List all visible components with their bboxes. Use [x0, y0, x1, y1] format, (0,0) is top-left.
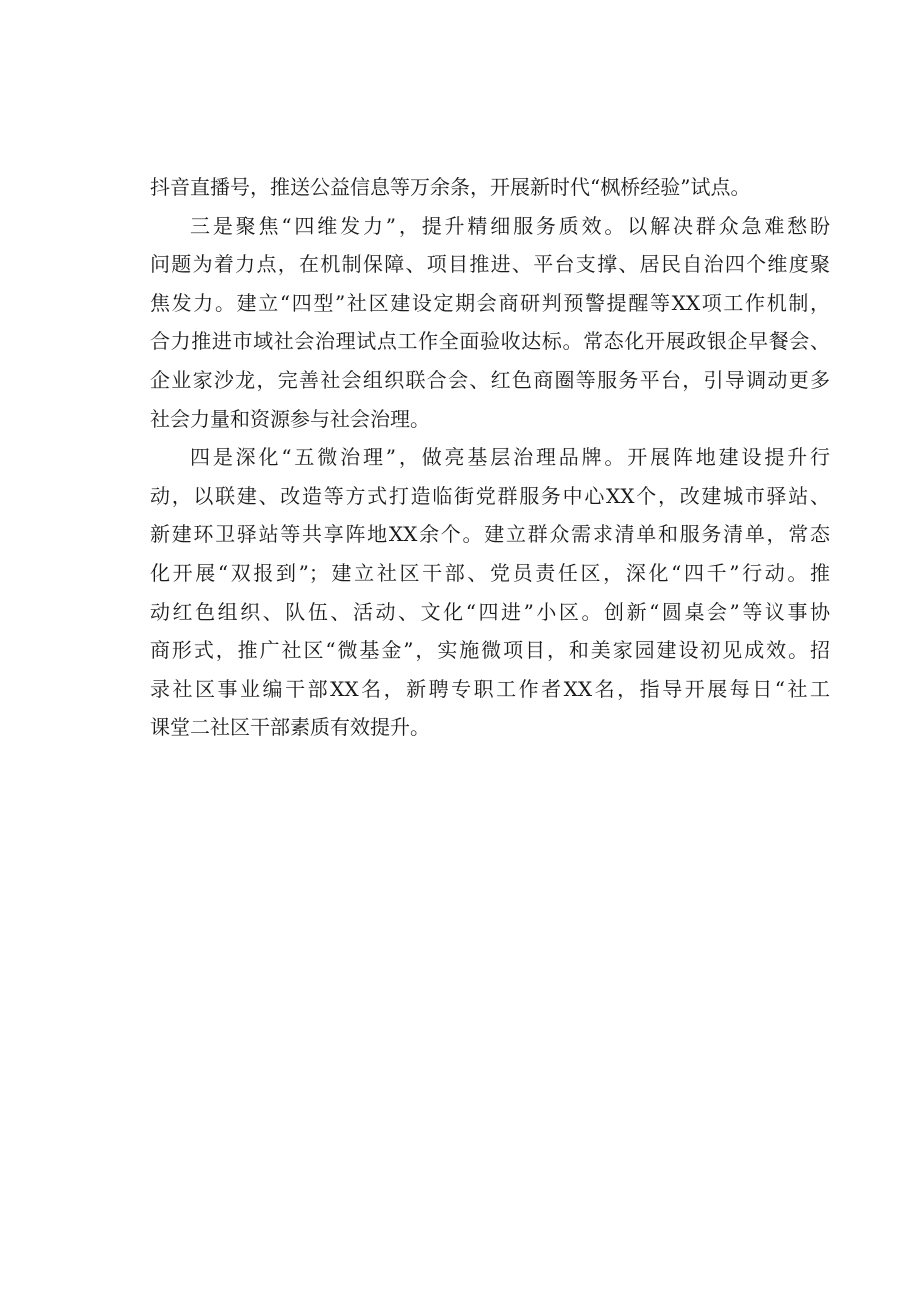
text-line: 焦发力。建立“四型”社区建设定期会商研判预警提醒等XX项工作机制， — [150, 290, 830, 315]
document-body — [150, 168, 830, 747]
text-line: 合力推进市域社会治理试点工作全面验收达标。常态化开展政银企早餐会、 — [150, 329, 830, 354]
paragraph-1 — [150, 168, 830, 207]
text-line: 新建环卫驿站等共享阵地XX余个。建立群众需求清单和服务清单，常态 — [150, 522, 830, 547]
paragraph-2 — [150, 207, 830, 439]
paragraph-3 — [150, 438, 830, 747]
text-line: 化开展“双报到”；建立社区干部、党员责任区，深化“四千”行动。推 — [150, 560, 830, 585]
text-line: 录社区事业编干部XX名，新聘专职工作者XX名，指导开展每日“社工 — [150, 676, 830, 701]
text-line: 社会力量和资源参与社会治理。 — [150, 406, 430, 431]
text-line: 三是聚焦“四维发力”，提升精细服务质效。以解决群众急难愁盼 — [190, 213, 830, 238]
text-line: 抖音直播号，推送公益信息等万余条，开展新时代“枫桥经验”试点。 — [150, 175, 751, 199]
text-line: 问题为着力点，在机制保障、项目推进、平台支撑、居民自治四个维度聚 — [150, 252, 830, 277]
text-line: 课堂二社区干部素质有效提升。 — [150, 715, 430, 740]
text-line: 动红色组织、队伍、活动、文化“四进”小区。创新“圆桌会”等议事协 — [150, 599, 830, 624]
text-line: 动，以联建、改造等方式打造临街党群服务中心XX个，改建城市驿站、 — [150, 483, 830, 508]
text-line: 商形式，推广社区“微基金”，实施微项目，和美家园建设初见成效。招 — [150, 638, 830, 663]
text-line: 四是深化“五微治理”，做亮基层治理品牌。开展阵地建设提升行 — [190, 445, 830, 470]
text-line: 企业家沙龙，完善社会组织联合会、红色商圈等服务平台，引导调动更多 — [150, 367, 830, 392]
